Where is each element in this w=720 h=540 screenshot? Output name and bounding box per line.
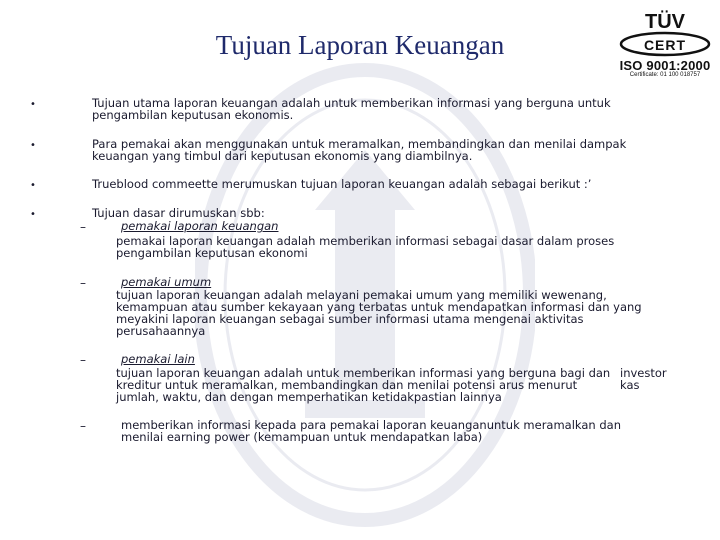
- iso-label: ISO 9001:2000: [619, 58, 711, 73]
- bullet-text-3: Trueblood commeette merumuskan tujuan laporan keuangan adalah sebagai berikut :’: [92, 177, 592, 191]
- subitem-label-1: pemakai laporan keuangan: [121, 219, 279, 233]
- bullet-marker: •: [30, 99, 36, 110]
- dash-marker: –: [80, 419, 86, 433]
- bullet-text-4: Tujuan dasar dirumuskan sbb:: [92, 206, 265, 220]
- bullet-marker: •: [30, 180, 36, 191]
- subitem-text-2: tujuan laporan keuangan adalah melayani pemakai umum yang memiliki wewenang, kemampuan atau sumber kekayaan yang terbatas untuk mendapatkan informasi dan yang meyakini laporan keuangan sebagai sumber informasi utama mengenai aktivitas perusahaannya: [116, 288, 642, 338]
- svg-text:CERT: CERT: [643, 37, 687, 53]
- subitem-text-3: tujuan laporan keuangan adalah untuk memberikan informasi yang berguna bagi dan kreditur untuk meramalkan, membandingkan dan menilai potensi arus menurut jumlah, waktu, dan dengan memperhatikan ketidakpastian lainnya: [116, 366, 611, 404]
- bullet-text-1: Tujuan utama laporan keuangan adalah untuk memberikan informasi yang berguna untuk pengambilan keputusan ekonomis.: [92, 96, 611, 122]
- certificate-number: Certificate: 01 100 018757: [629, 72, 701, 78]
- subitem-label-3: pemakai lain: [121, 352, 195, 366]
- subitem-side-text-kas: kas: [620, 378, 640, 392]
- dash-marker: –: [80, 276, 86, 290]
- bullet-text-2: Para pemakai akan menggunakan untuk meramalkan, membandingkan dan menilai dampak keuangan yang timbul dari keputusan ekonomis yang diambilnya.: [92, 137, 627, 163]
- subitem-side-text-investor: investor: [620, 366, 667, 380]
- tuv-cert-logo: [618, 8, 712, 78]
- subitem-text-4: memberikan informasi kepada para pemakai laporan keuanganuntuk meramalkan dan menilai earning power (kemampuan untuk mendapatkan laba): [121, 418, 621, 444]
- subitem-label-2: pemakai umum: [121, 275, 212, 289]
- page-title: Tujuan Laporan Keuangan: [215, 30, 505, 60]
- dash-marker: –: [80, 220, 86, 234]
- subitem-text-1: pemakai laporan keuangan adalah memberikan informasi sebagai dasar dalam proses pengambilan keputusan ekonomi: [116, 234, 615, 260]
- bullet-marker: •: [30, 140, 36, 151]
- svg-text:TÜV: TÜV: [645, 11, 685, 33]
- dash-marker: –: [80, 353, 86, 367]
- tuv-cert-logo-graphic: [618, 8, 712, 58]
- bullet-marker: •: [30, 209, 36, 220]
